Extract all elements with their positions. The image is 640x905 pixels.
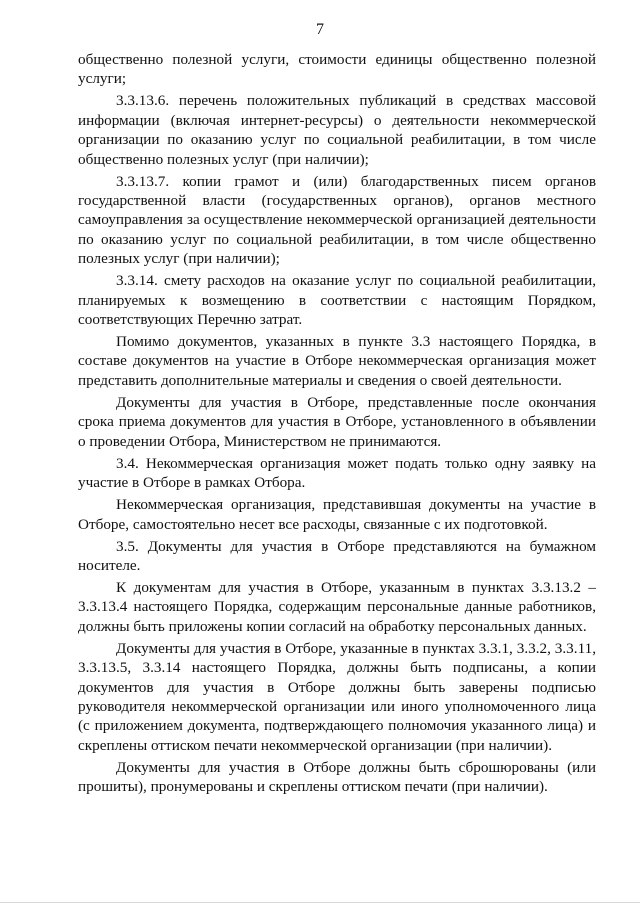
paragraph-additional-materials: Помимо документов, указанных в пункте 3.3 настоящего Порядка, в составе документов на участие в Отборе некоммерческая организация может представить дополнительные материалы и сведения о своей деятельности. (78, 333, 596, 389)
page-bottom-edge (0, 902, 640, 903)
page-number: 7 (316, 21, 324, 38)
paragraph-personal-data-consent: К документам для участия в Отборе, указанным в пунктах 3.3.13.2 – 3.3.13.4 настоящего Порядка, содержащим персональные данные работников, должны быть приложены копии согласий на обработку персональных данных. (78, 578, 596, 635)
paragraph-item-3-3-13-6: 3.3.13.6. перечень положительных публикаций в средствах массовой информации (включая интернет-ресурсы) о деятельности некоммерческой организации по оказанию услуг по социальной реабилитации, в том числе общественно полезных услуг (при наличии); (78, 92, 596, 168)
document-body (78, 50, 596, 799)
paragraph-item-3-3-14: 3.3.14. смету расходов на оказание услуг по социальной реабилитации, планируемых к возмещению в соответствии с настоящим Порядком, соответствующих Перечню затрат. (78, 272, 596, 329)
paragraph-continuation: общественно полезной услуги, стоимости единицы общественно полезной услуги; (78, 51, 596, 88)
paragraph-signature-requirements: Документы для участия в Отборе, указанные в пунктах 3.3.1, 3.3.2, 3.3.11, 3.3.13.5, 3.3.14 настоящего Порядка, должны быть подписаны, а копии документов для участия в Отборе должны быть заверены подписью руководителя некоммерческой организации или иного уполномоченного лица (с приложением документа, подтверждающего полномочия указанного лица) и скреплены оттиском печати некоммерческой организации (при наличии). (78, 639, 596, 754)
paragraph-expenses: Некоммерческая организация, представившая документы на участие в Отборе, самостоятельно несет все расходы, связанные с их подготовкой. (78, 496, 596, 533)
paragraph-item-3-3-13-7: 3.3.13.7. копии грамот и (или) благодарственных писем органов государственной власти (государственных органов), органов местного самоуправления за осуществление некоммерческой организацией деятельности по оказанию услуг по социальной реабилитации, в том числе общественно полезных услуг (при наличии); (78, 172, 596, 268)
paragraph-item-3-4: 3.4. Некоммерческая организация может подать только одну заявку на участие в Отборе в рамках Отбора. (78, 454, 596, 492)
paragraph-late-documents: Документы для участия в Отборе, представленные после окончания срока приема документов для участия в Отборе, установленного в объявлении о проведении Отбора, Министерством не принимаются. (78, 393, 596, 450)
paragraph-binding-requirements: Документы для участия в Отборе должны быть сброшюрованы (или прошиты), пронумерованы и скреплены оттиском печати (при наличии). (78, 758, 596, 796)
paragraph-item-3-5: 3.5. Документы для участия в Отборе представляются на бумажном носителе. (78, 537, 596, 574)
